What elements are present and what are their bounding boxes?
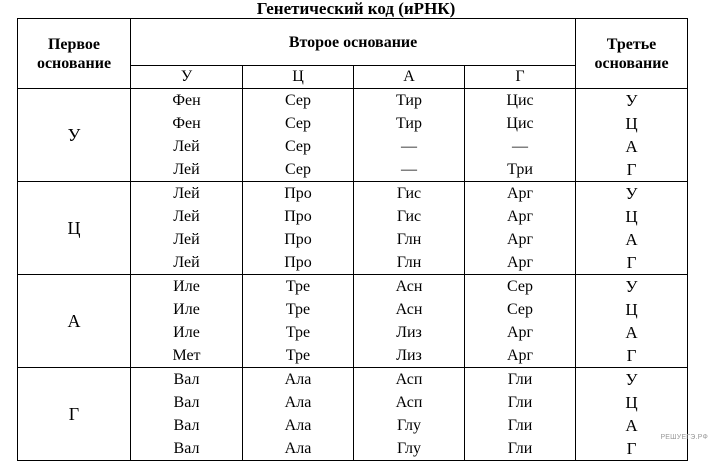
table-row	[18, 182, 688, 275]
codon-cell	[354, 275, 465, 368]
amino-acid: Вал	[173, 440, 200, 457]
codon-cell	[243, 368, 354, 461]
third-base: У	[625, 277, 638, 296]
codon-cell	[131, 182, 243, 275]
amino-acid: Сер	[507, 278, 533, 295]
third-base: А	[625, 137, 638, 156]
codon-cell	[465, 368, 576, 461]
amino-acid: Лей	[173, 208, 200, 225]
third-base: А	[625, 230, 638, 249]
amino-acid: Ала	[284, 417, 312, 434]
amino-acid: —	[512, 138, 529, 155]
amino-acid: Асн	[395, 301, 423, 318]
third-base: Г	[626, 346, 637, 365]
amino-acid: Асп	[395, 394, 423, 411]
amino-acid: Арг	[506, 185, 534, 202]
amino-acid: Ала	[284, 371, 312, 388]
first-base-header	[18, 19, 131, 89]
third-base: У	[625, 370, 638, 389]
amino-acid: Про	[284, 208, 312, 225]
third-base: А	[625, 323, 638, 342]
third-base: Ц	[625, 393, 638, 412]
codon-cell	[354, 368, 465, 461]
amino-acid: Тре	[285, 324, 311, 341]
table-row	[18, 89, 688, 182]
third-base-header	[576, 19, 688, 89]
amino-acid: —	[401, 138, 417, 155]
table-title: Генетический код (иРНК)	[256, 0, 456, 18]
first-base-header-line1: Первое	[47, 35, 101, 53]
amino-acid: Асп	[395, 371, 423, 388]
codon-cell	[131, 368, 243, 461]
genetic-code-table	[17, 18, 688, 461]
amino-acid: Лей	[173, 231, 200, 248]
third-base: Г	[626, 160, 637, 179]
codon-cell	[465, 89, 576, 182]
table-row	[18, 275, 688, 368]
amino-acid: Глн	[396, 254, 422, 271]
amino-acid: Цис	[506, 115, 534, 132]
third-base-header-line1: Третье	[606, 35, 657, 53]
codon-cell	[131, 275, 243, 368]
second-base-a: А	[354, 66, 465, 89]
amino-acid: Фен	[172, 92, 201, 109]
amino-acid: Иле	[173, 278, 200, 295]
amino-acid: Сер	[285, 138, 311, 155]
second-base-header: Второе основание	[131, 19, 576, 66]
third-base-cell	[576, 89, 688, 182]
amino-acid: Глу	[396, 440, 422, 457]
amino-acid: Мет	[172, 347, 201, 364]
third-base-cell	[576, 275, 688, 368]
third-base: У	[625, 91, 638, 110]
first-base-cell: У	[18, 89, 131, 182]
amino-acid: Лиз	[396, 324, 422, 341]
amino-acid: Тир	[396, 92, 422, 109]
amino-acid: Иле	[173, 324, 200, 341]
watermark: РЕШУЕГЭ.РФ	[660, 434, 708, 441]
amino-acid: Тре	[285, 347, 311, 364]
amino-acid: Вал	[173, 371, 200, 388]
amino-acid: Сер	[507, 301, 533, 318]
amino-acid: Арг	[506, 254, 534, 271]
codon-cell	[243, 275, 354, 368]
amino-acid: Лей	[173, 254, 200, 271]
codon-cell	[465, 275, 576, 368]
third-base: Ц	[625, 207, 638, 226]
amino-acid: Ала	[284, 394, 312, 411]
table-row	[18, 368, 688, 461]
amino-acid: Ала	[284, 440, 312, 457]
amino-acid: Асн	[395, 278, 423, 295]
amino-acid: Гис	[396, 208, 422, 225]
amino-acid: Арг	[506, 324, 534, 341]
amino-acid: Про	[284, 254, 312, 271]
amino-acid: Лей	[173, 185, 200, 202]
amino-acid: Лей	[173, 161, 200, 178]
amino-acid: Гли	[507, 440, 533, 457]
second-base-g: Г	[465, 66, 576, 89]
amino-acid: Лиз	[396, 347, 422, 364]
amino-acid: Гли	[507, 394, 533, 411]
third-base: Ц	[625, 114, 638, 133]
third-base-cell	[576, 368, 688, 461]
amino-acid: Про	[284, 231, 312, 248]
amino-acid: Сер	[285, 115, 311, 132]
third-base: Г	[626, 253, 637, 272]
second-base-u: У	[131, 66, 243, 89]
amino-acid: Фен	[172, 115, 201, 132]
amino-acid: Иле	[173, 301, 200, 318]
third-base-header-line2: основание	[594, 54, 669, 72]
amino-acid: Вал	[173, 394, 200, 411]
first-base-cell: А	[18, 275, 131, 368]
amino-acid: Арг	[506, 231, 534, 248]
amino-acid: Арг	[506, 208, 534, 225]
codon-cell	[465, 182, 576, 275]
codon-cell	[354, 89, 465, 182]
amino-acid: Лей	[173, 138, 200, 155]
amino-acid: Гли	[507, 417, 533, 434]
amino-acid: Про	[284, 185, 312, 202]
amino-acid: —	[401, 161, 417, 178]
first-base-header-line2: основание	[36, 54, 112, 72]
codon-cell	[243, 89, 354, 182]
amino-acid: Гис	[396, 185, 422, 202]
third-base-cell	[576, 182, 688, 275]
codon-cell	[243, 182, 354, 275]
codon-cell	[131, 89, 243, 182]
first-base-cell: Ц	[18, 182, 131, 275]
amino-acid: Глу	[396, 417, 422, 434]
third-base: А	[625, 416, 638, 435]
third-base: У	[625, 184, 638, 203]
amino-acid: Глн	[396, 231, 422, 248]
third-base: Г	[626, 439, 637, 458]
amino-acid: Тре	[285, 278, 311, 295]
amino-acid: Сер	[285, 92, 311, 109]
codon-cell	[354, 182, 465, 275]
amino-acid: Сер	[285, 161, 311, 178]
second-base-c: Ц	[243, 66, 354, 89]
amino-acid: Гли	[507, 371, 533, 388]
third-base: Ц	[625, 300, 638, 319]
amino-acid: Вал	[173, 417, 200, 434]
amino-acid: Три	[507, 161, 533, 178]
amino-acid: Тре	[285, 301, 311, 318]
amino-acid: Арг	[506, 347, 534, 364]
first-base-cell: Г	[18, 368, 131, 461]
amino-acid: Цис	[506, 92, 534, 109]
amino-acid: Тир	[396, 115, 422, 132]
